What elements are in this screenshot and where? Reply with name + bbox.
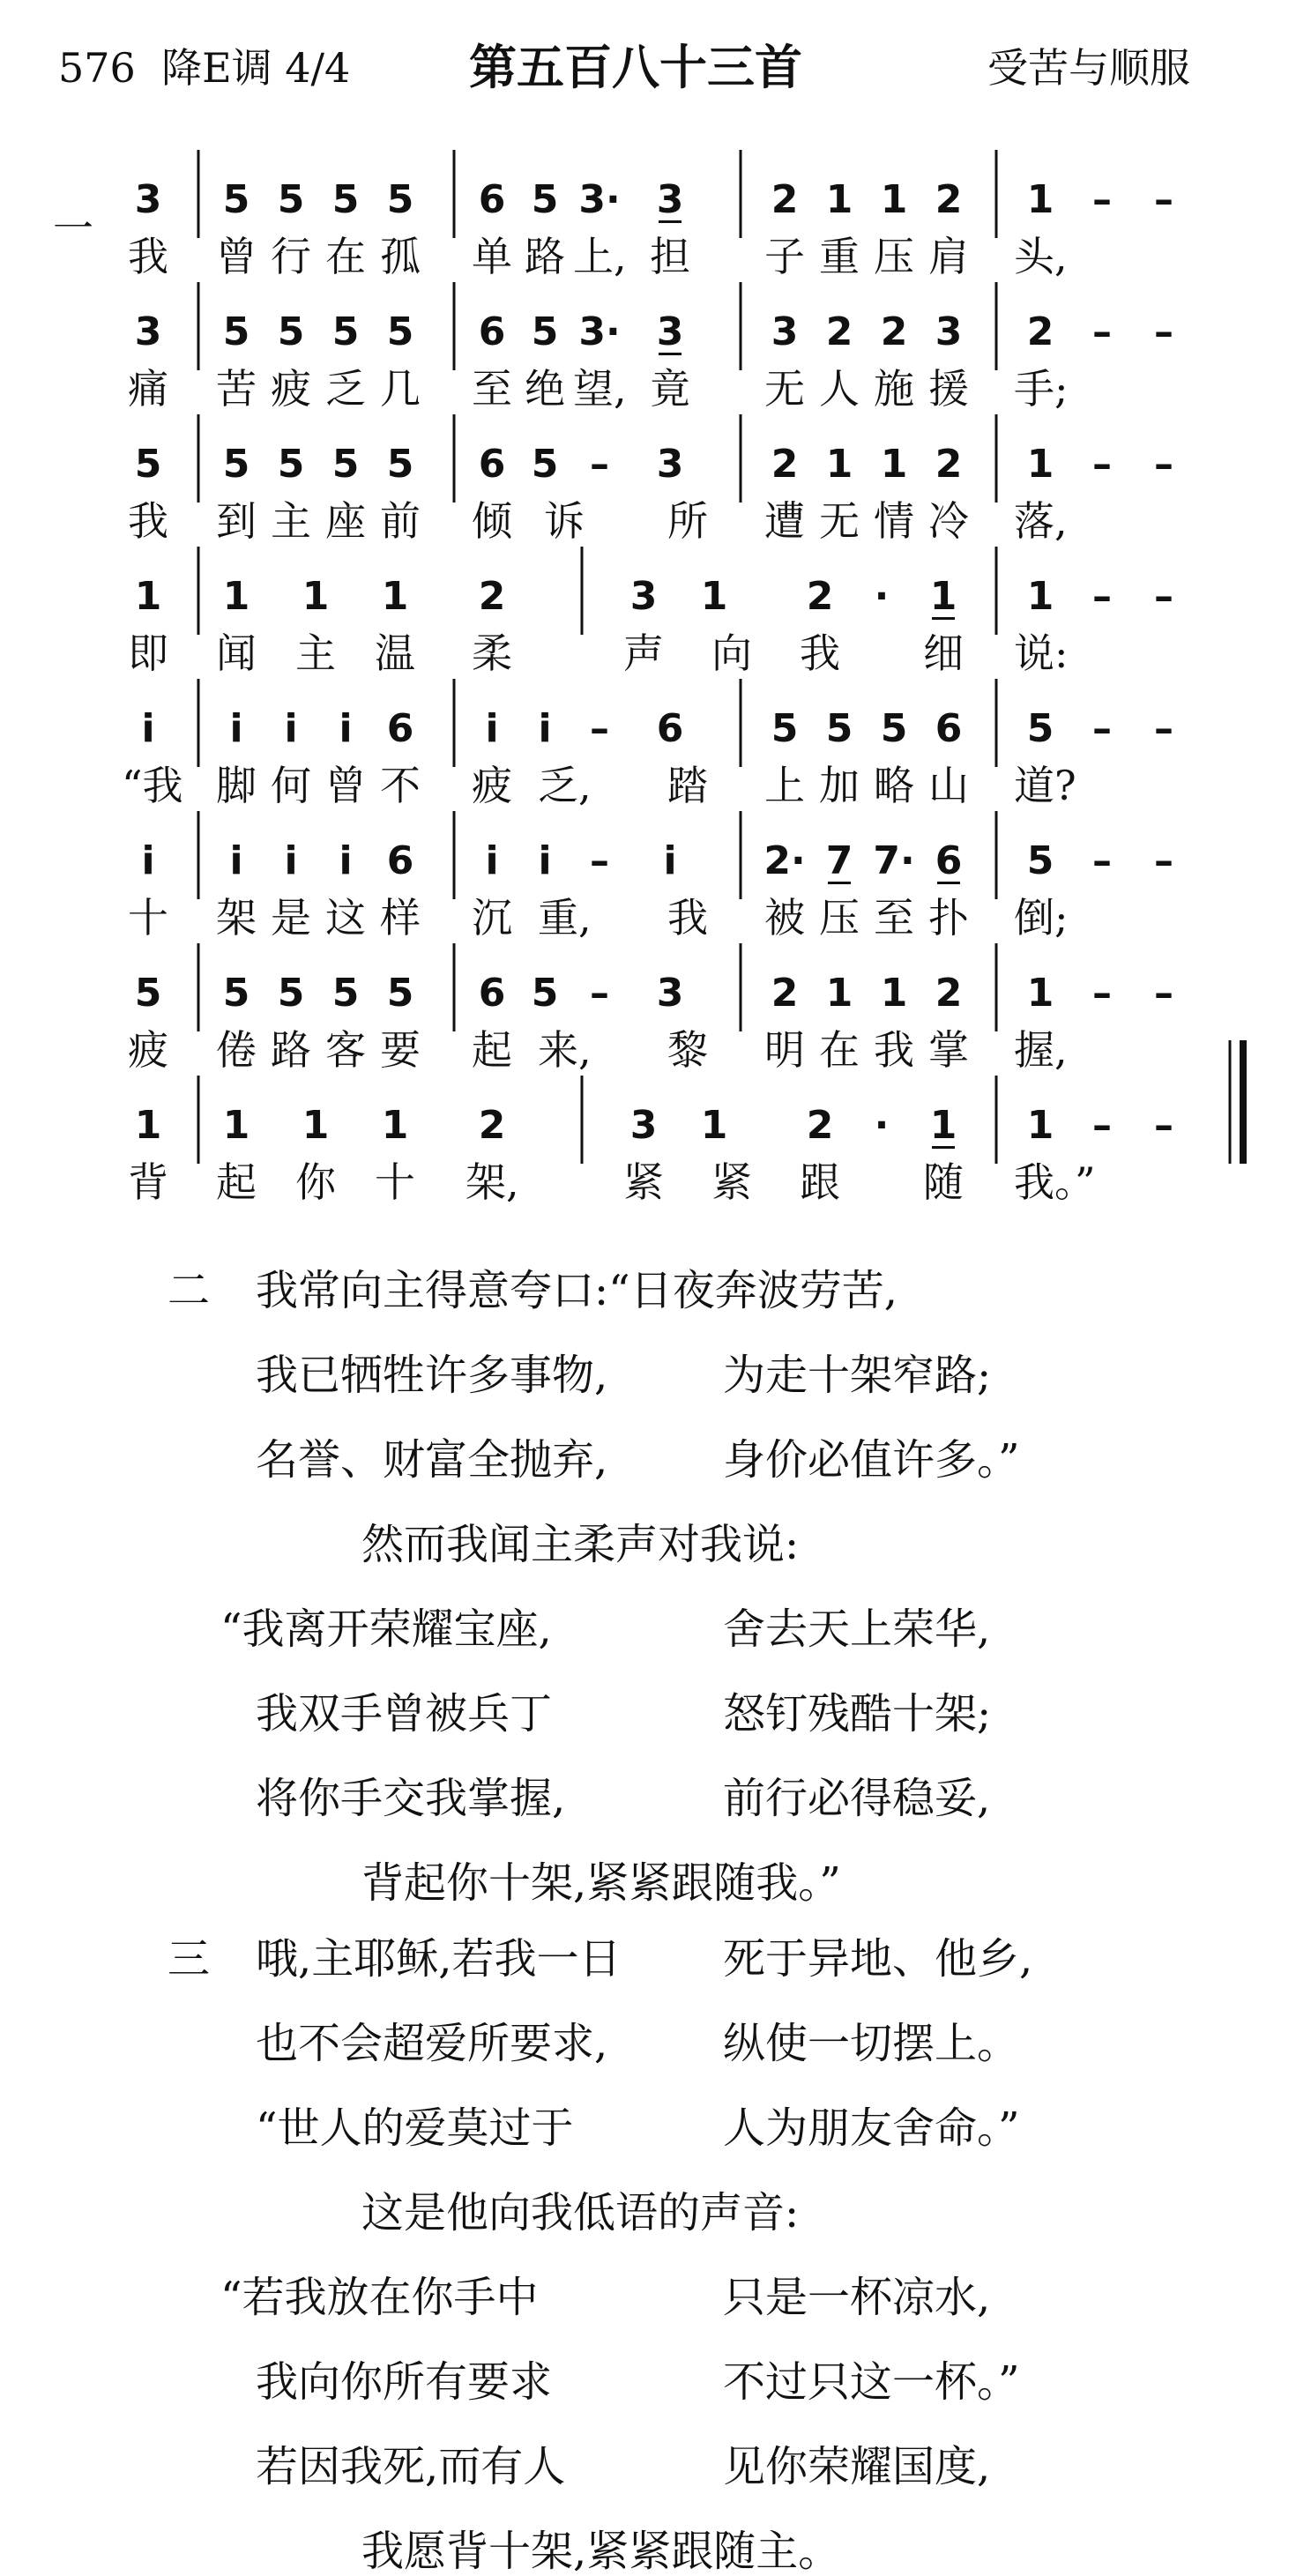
verse-line-left: 我向你所有要求 (256, 2357, 553, 2407)
lyric-syllable: 紧 (623, 1158, 664, 1206)
lyric-syllable: 痛 (128, 365, 168, 413)
note: 5 (277, 442, 305, 487)
lyric-syllable: 头, (1014, 233, 1068, 280)
lyric-syllable: 行 (271, 233, 311, 280)
verse-line-right: 死于异地、他乡, (723, 1934, 1033, 1984)
verse-line-right: 舍去天上荣华, (723, 1604, 991, 1654)
note: 2 (478, 1103, 506, 1148)
lyric-syllable: 苦 (216, 365, 257, 413)
lyric-syllable: 说: (1014, 629, 1069, 677)
verse-line-left: 背起你十架,紧紧跟随我。” (361, 1858, 841, 1908)
note: 5 (386, 309, 414, 354)
note: 5 (386, 177, 414, 222)
note: 5 (531, 442, 559, 487)
note: – (590, 838, 609, 883)
note: 6 (656, 706, 684, 751)
lyric-syllable: 架, (466, 1158, 519, 1206)
verse-line-left: 然而我闻主柔声对我说: (361, 1520, 800, 1569)
lyric-syllable: 诉 (544, 497, 585, 545)
note: 1 (134, 574, 162, 619)
note: 5 (331, 971, 360, 1016)
lyric-syllable: 疲 (472, 762, 512, 809)
lyric-syllable: 要 (380, 1026, 421, 1074)
lyric-syllable: 起 (216, 1158, 257, 1206)
lyric-syllable: 明 (764, 1026, 805, 1074)
note: 1 (880, 971, 908, 1016)
note: i (485, 838, 499, 883)
note: 3· (578, 309, 621, 354)
lyric-syllable: 倾 (472, 497, 512, 545)
verse-line-left: “若我放在你手中 (220, 2273, 539, 2322)
verse-line-left: 我已牺牲许多事物, (256, 1351, 608, 1400)
note: · (874, 574, 890, 619)
note: – (1154, 838, 1173, 883)
note: – (1092, 1103, 1112, 1148)
lyric-syllable: 不 (380, 762, 421, 809)
lyric-syllable: 柔 (472, 629, 512, 677)
lyric-syllable: 踏 (667, 762, 708, 809)
note: 5 (531, 309, 559, 354)
lyric-syllable: 随 (923, 1158, 964, 1206)
verse-line-right: 怒钉残酷十架; (723, 1689, 992, 1738)
note: 5 (1026, 706, 1054, 751)
note: 1 (825, 177, 853, 222)
lyric-syllable: 主 (295, 629, 336, 677)
lyric-syllable: 绝 (525, 365, 565, 413)
note: 5 (222, 442, 250, 487)
note: – (1092, 971, 1112, 1016)
note: 1 (222, 1103, 250, 1148)
lyric-syllable: 落, (1014, 497, 1068, 545)
note: 1 (1026, 971, 1054, 1016)
note: 5 (134, 442, 162, 487)
note: 2 (825, 309, 853, 354)
lyric-syllable: 我 (667, 894, 708, 942)
note: i (229, 706, 243, 751)
lyric-syllable: 单 (472, 233, 512, 280)
lyric-syllable: 压 (819, 894, 860, 942)
note: 5 (1026, 838, 1054, 883)
note: 5 (331, 177, 360, 222)
note: 5 (277, 309, 305, 354)
note: 1 (302, 1103, 330, 1148)
lyric-syllable: 握, (1014, 1026, 1068, 1074)
hymn-subtitle: 受苦与顺服 (987, 44, 1190, 92)
note: 3 (656, 177, 684, 222)
verse-line-left: 名誉、财富全抛弃, (256, 1435, 608, 1485)
lyric-syllable: 在 (819, 1026, 860, 1074)
note: – (1092, 177, 1112, 222)
verse-line-left: 这是他向我低语的声音: (361, 2188, 800, 2237)
lyric-syllable: 重, (538, 894, 592, 942)
note: 1 (1026, 1103, 1054, 1148)
lyric-syllable: 我 (128, 233, 168, 280)
lyric-syllable: 至 (874, 894, 914, 942)
note: · (874, 1103, 890, 1148)
note: 5 (531, 971, 559, 1016)
note: i (339, 706, 353, 751)
lyric-syllable: 我 (128, 497, 168, 545)
note: 5 (277, 971, 305, 1016)
note: 5 (331, 442, 360, 487)
note: 6 (478, 971, 506, 1016)
lyric-syllable: “我 (122, 762, 183, 809)
note: – (1154, 309, 1173, 354)
lyric-syllable: 即 (128, 629, 168, 677)
note: 3 (935, 309, 963, 354)
note: 7 (825, 838, 853, 883)
verse-number-3: 三 (168, 1934, 211, 1984)
verse-line-left: 哦,主耶稣,若我一日 (256, 1934, 622, 1984)
note: – (1154, 971, 1173, 1016)
note: 5 (386, 971, 414, 1016)
lyric-syllable: 在 (325, 233, 366, 280)
note: 6 (386, 838, 414, 883)
note: i (229, 838, 243, 883)
note: 1 (302, 574, 330, 619)
lyric-syllable: 竟 (650, 365, 690, 413)
lyric-syllable: 架 (216, 894, 257, 942)
note: 1 (929, 1103, 957, 1148)
note: 2 (806, 574, 834, 619)
verse-line-left: “我离开荣耀宝座, (220, 1604, 552, 1654)
note: i (284, 706, 298, 751)
lyric-syllable: 来, (538, 1026, 592, 1074)
note: 3 (656, 971, 684, 1016)
note: 5 (277, 177, 305, 222)
key-signature: 降E调 4/4 (161, 44, 351, 92)
note: 2 (935, 442, 963, 487)
lyric-syllable: 样 (380, 894, 421, 942)
note: 2 (806, 1103, 834, 1148)
lyric-syllable: 这 (325, 894, 366, 942)
note: 5 (222, 309, 250, 354)
lyric-syllable: 脚 (216, 762, 257, 809)
lyric-syllable: 情 (874, 497, 914, 545)
note: – (1092, 309, 1112, 354)
lyric-syllable: 客 (325, 1026, 366, 1074)
lyric-syllable: 略 (874, 762, 914, 809)
verse-line-right: 身价必值许多。” (723, 1435, 1020, 1485)
lyric-syllable: 望, (573, 365, 627, 413)
note: 1 (1026, 574, 1054, 619)
note: 3 (771, 309, 799, 354)
lyric-syllable: 前 (380, 497, 421, 545)
lyric-syllable: 人 (819, 365, 860, 413)
lyric-syllable: 何 (271, 762, 311, 809)
note: 6 (478, 442, 506, 487)
lyric-syllable: 曾 (325, 762, 366, 809)
note: 2 (478, 574, 506, 619)
lyric-syllable: 沉 (472, 894, 512, 942)
verse-line-left: 我双手曾被兵丁 (256, 1689, 553, 1738)
lyric-syllable: 温 (375, 629, 415, 677)
note: i (284, 838, 298, 883)
note: 5 (222, 177, 250, 222)
barlines (0, 132, 1296, 1243)
note: 6 (478, 309, 506, 354)
lyric-syllable: 疲 (271, 365, 311, 413)
verse-line-left: 将你手交我掌握, (256, 1774, 566, 1823)
note: 5 (771, 706, 799, 751)
note: – (1154, 442, 1173, 487)
note: 6 (935, 838, 963, 883)
verse-number-1: 一 (53, 205, 93, 252)
note: 5 (531, 177, 559, 222)
note: – (1154, 706, 1173, 751)
note: 5 (825, 706, 853, 751)
note: i (538, 838, 552, 883)
note: – (1154, 1103, 1173, 1148)
note: 2 (771, 177, 799, 222)
score (0, 132, 1296, 1243)
note: 1 (700, 1103, 728, 1148)
lyric-syllable: 无 (764, 365, 805, 413)
lyric-syllable: 乏, (538, 762, 592, 809)
verse-line-right: 只是一杯凉水, (723, 2273, 991, 2322)
lyric-syllable: 我 (800, 629, 840, 677)
lyric-syllable: 掌 (928, 1026, 969, 1074)
note: 2 (771, 971, 799, 1016)
note: 2 (935, 971, 963, 1016)
lyric-syllable: 几 (380, 365, 421, 413)
lyric-syllable: 至 (472, 365, 512, 413)
lyric-syllable: 曾 (216, 233, 257, 280)
note: 3 (656, 442, 684, 487)
verse-line-left: 若因我死,而有人 (256, 2442, 566, 2491)
note: 3 (629, 1103, 658, 1148)
lyric-syllable: 上, (573, 233, 627, 280)
lyric-syllable: 主 (271, 497, 311, 545)
note: 2 (880, 309, 908, 354)
note: 6 (386, 706, 414, 751)
note: 2 (771, 442, 799, 487)
note: 3 (629, 574, 658, 619)
lyric-syllable: 起 (472, 1026, 512, 1074)
lyric-syllable: 被 (764, 894, 805, 942)
verse-number-2: 二 (168, 1266, 211, 1315)
verse-line-left: 也不会超爱所要求, (256, 2019, 608, 2068)
lyric-syllable: 道? (1014, 762, 1076, 809)
note: 6 (478, 177, 506, 222)
note: – (1154, 177, 1173, 222)
lyric-syllable: 路 (271, 1026, 311, 1074)
lyric-syllable: 手; (1014, 365, 1069, 413)
lyric-syllable: 跟 (800, 1158, 840, 1206)
note: 6 (935, 706, 963, 751)
note: 2· (763, 838, 806, 883)
note: i (485, 706, 499, 751)
note: 2 (935, 177, 963, 222)
note: 1 (825, 971, 853, 1016)
note: 2 (1026, 309, 1054, 354)
note: 7· (873, 838, 915, 883)
note: i (663, 838, 677, 883)
lyric-syllable: 无 (819, 497, 860, 545)
lyric-syllable: 援 (928, 365, 969, 413)
note: 5 (331, 309, 360, 354)
lyric-syllable: 路 (525, 233, 565, 280)
note: – (1092, 838, 1112, 883)
lyric-syllable: 到 (216, 497, 257, 545)
note: 1 (880, 442, 908, 487)
lyric-syllable: 细 (923, 629, 964, 677)
lyric-syllable: 孤 (380, 233, 421, 280)
lyric-syllable: 背 (128, 1158, 168, 1206)
note: – (1154, 574, 1173, 619)
note: i (339, 838, 353, 883)
note: i (141, 706, 155, 751)
verse-line-right: 不过只这一杯。” (723, 2357, 1020, 2407)
note: – (1092, 706, 1112, 751)
verse-line-right: 为走十架窄路; (723, 1351, 992, 1400)
lyric-syllable: 座 (325, 497, 366, 545)
note: 1 (1026, 442, 1054, 487)
lyric-syllable: 加 (819, 762, 860, 809)
lyric-syllable: 扑 (928, 894, 969, 942)
note: – (1092, 574, 1112, 619)
verse-line-left: 我常向主得意夸口:“日夜奔波劳苦, (256, 1266, 898, 1315)
note: 5 (880, 706, 908, 751)
note: 1 (700, 574, 728, 619)
lyric-syllable: 闻 (216, 629, 257, 677)
lyric-syllable: 向 (711, 629, 752, 677)
lyric-syllable: 乏 (325, 365, 366, 413)
lyric-syllable: 十 (128, 894, 168, 942)
note: i (141, 838, 155, 883)
note: 5 (222, 971, 250, 1016)
verse-line-right: 人为朋友舍命。” (723, 2103, 1020, 2153)
lyric-syllable: 遭 (764, 497, 805, 545)
lyric-syllable: 子 (764, 233, 805, 280)
lyric-syllable: 压 (874, 233, 914, 280)
note: i (538, 706, 552, 751)
lyric-syllable: 黎 (667, 1026, 708, 1074)
note: 1 (880, 177, 908, 222)
note: – (590, 971, 609, 1016)
note: – (590, 706, 609, 751)
note: 3 (134, 309, 162, 354)
lyric-syllable: 声 (623, 629, 664, 677)
lyric-syllable: 山 (928, 762, 969, 809)
hymn-number-key (58, 44, 351, 92)
note: 1 (134, 1103, 162, 1148)
note: 5 (386, 442, 414, 487)
note: 1 (381, 574, 409, 619)
note: 5 (134, 971, 162, 1016)
note: 3· (578, 177, 621, 222)
lyric-syllable: 冷 (928, 497, 969, 545)
note: – (590, 442, 609, 487)
lyric-syllable: 我。” (1014, 1158, 1096, 1206)
verse-line-right: 见你荣耀国度, (723, 2442, 991, 2491)
hymn-title: 第五百八十三首 (469, 40, 802, 95)
lyric-syllable: 施 (874, 365, 914, 413)
note: 1 (381, 1103, 409, 1148)
lyric-syllable: 所 (667, 497, 708, 545)
lyric-syllable: 重 (819, 233, 860, 280)
note: 1 (825, 442, 853, 487)
lyric-syllable: 上 (764, 762, 805, 809)
note: 1 (1026, 177, 1054, 222)
note: 1 (222, 574, 250, 619)
verse-line-left: 我愿背十架,紧紧跟随主。 (361, 2527, 841, 2576)
lyric-syllable: 紧 (711, 1158, 752, 1206)
lyric-syllable: 担 (650, 233, 690, 280)
verse-line-right: 纵使一切摆上。 (723, 2019, 1020, 2068)
lyric-syllable: 十 (375, 1158, 415, 1206)
lyric-syllable: 肩 (928, 233, 969, 280)
lyric-syllable: 倦 (216, 1026, 257, 1074)
note: 3 (134, 177, 162, 222)
lyric-syllable: 你 (295, 1158, 336, 1206)
note: 1 (929, 574, 957, 619)
lyric-syllable: 我 (874, 1026, 914, 1074)
verse-line-left: “世人的爱莫过于 (256, 2103, 574, 2153)
verse-line-right: 前行必得稳妥, (723, 1774, 991, 1823)
note: – (1092, 442, 1112, 487)
lyric-syllable: 疲 (128, 1026, 168, 1074)
lyric-syllable: 倒; (1014, 894, 1069, 942)
note: 3 (656, 309, 684, 354)
lyric-syllable: 是 (271, 894, 311, 942)
hymn-number: 576 (58, 44, 136, 92)
